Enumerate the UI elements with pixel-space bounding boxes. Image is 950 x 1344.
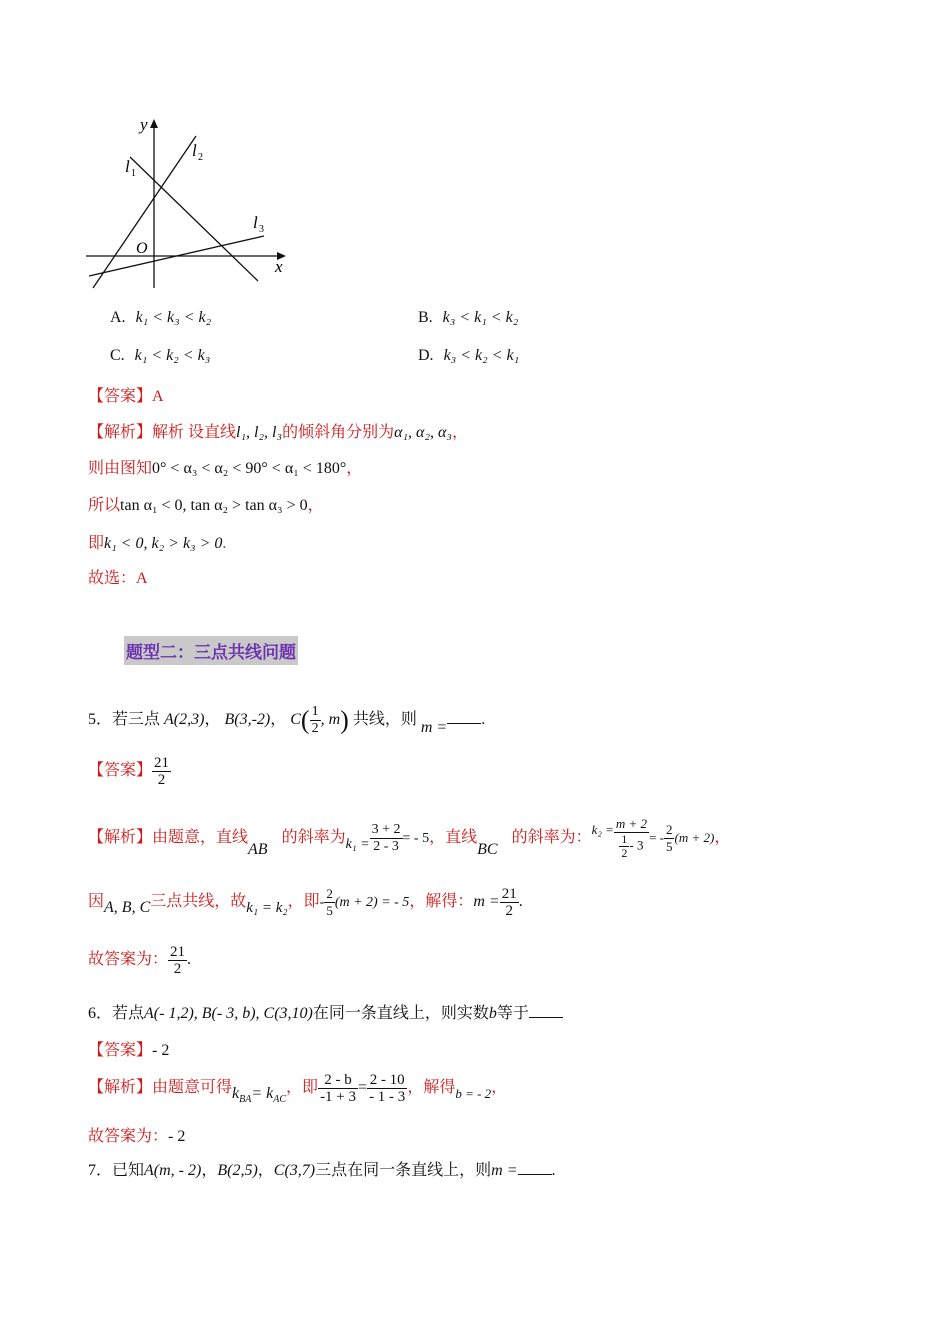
option-c (110, 347, 210, 365)
q4-line2-comma: ， (346, 460, 363, 477)
q5-eq-num: 2 (326, 885, 333, 901)
q5-eq-tail: (m + 2) = - 5 (334, 895, 410, 910)
q5-k2-frac2 (664, 822, 675, 855)
q5-a4: 的斜率为： (511, 829, 592, 846)
q6-res: b = - 2 (455, 1086, 492, 1101)
q5-k1-val: = - 5 (402, 831, 430, 846)
q4-lines-math: l₁, l₂, l₃ (236, 424, 283, 441)
q5-eq-den: 5 (326, 902, 333, 918)
q4-line3-comma: ， (307, 497, 324, 514)
q5-k2-den-frac (619, 833, 629, 860)
q7-text-b: 三点在同一条直线上，则 (315, 1162, 492, 1179)
option-b-text: k₃ < k₁ < k₂ (442, 309, 519, 326)
q5-k2-eq: k₂ = (591, 822, 614, 837)
line-l2 (93, 136, 196, 288)
q5-b2: 三点共线，故 (150, 893, 247, 910)
section-heading: 题型二：三点共线问题 (124, 636, 298, 665)
q6-final-value: - 2 (168, 1128, 186, 1145)
q5-sep2: ， (270, 711, 287, 728)
q5-answer-num: 21 (154, 755, 170, 771)
q5-b4: ，解得： (409, 893, 474, 910)
q5-sep1: ， (204, 711, 221, 728)
q5-k2-den (614, 833, 649, 860)
q6-answer-label: 【答案】 (88, 1042, 153, 1059)
q5-a2: 的斜率为 (281, 829, 346, 846)
q6-points: A(- 1,2), B(- 3, b), C(3,10) (144, 1005, 313, 1022)
q6-kba-sub: BA (239, 1094, 252, 1106)
q6-frac1 (318, 1072, 358, 1105)
q4-line2-math: 0° < α₃ < α₂ < 90° < α₁ < 180° (152, 460, 347, 477)
q6-b: b (488, 1005, 497, 1022)
q4-angles-math: α₁, α₂, α₃ (394, 424, 452, 441)
q4-line4-math: k₁ < 0, k₂ > k₃ > 0 (104, 535, 223, 552)
q5-b3: ，即 (287, 893, 320, 910)
q4-analysis-line4 (88, 530, 226, 553)
q6-answer (88, 1037, 169, 1060)
q4-analysis-text2: 的倾斜角分别为 (282, 424, 395, 441)
q5-a3: ，直线 (429, 829, 478, 846)
q5-analysis-label: 【解析】 (88, 829, 153, 846)
q4-analysis-line2 (88, 455, 362, 478)
option-c-text: k₁ < k₂ < k₃ (134, 347, 211, 364)
q4-analysis-label: 【解析】 (88, 424, 153, 441)
q5-k1k2: k₁ = k₂ (246, 900, 288, 916)
q5-k1-den: 2 - 3 (373, 838, 399, 854)
q5-k2-den-den: 2 (621, 846, 628, 861)
q6-final (88, 1123, 185, 1146)
q5-paren-close: ) (340, 705, 349, 735)
q5-paren-open: ( (300, 705, 310, 735)
q5-eq-minus: - (319, 895, 325, 910)
q5-k1-frac (370, 822, 403, 855)
q5-m-den: 2 (505, 902, 513, 919)
q5-answer-frac (152, 755, 171, 788)
q5-a5: ， (714, 829, 731, 846)
q6-f-eq: = (358, 1079, 368, 1096)
q5-point-c-frac (310, 704, 321, 737)
q4-analysis-line3 (88, 492, 324, 515)
q5-analysis-line2 (88, 880, 523, 925)
q6-kba-k: k (232, 1085, 240, 1102)
q5-a1: 由题意，直线 (152, 829, 249, 846)
q7-blank (518, 1160, 552, 1175)
q5-final-dot: . (187, 951, 192, 968)
q7-number: 7．已知 (88, 1162, 145, 1179)
q5-final-num: 21 (170, 943, 186, 960)
q5-b5: . (518, 893, 523, 910)
q4-answer-label: 【答案】 (88, 388, 153, 405)
q6-eq: = k (251, 1085, 274, 1102)
q5-k1-eq: k₁ = (345, 837, 370, 852)
option-a-letter: A. (110, 309, 126, 326)
option-c-letter: C. (110, 347, 125, 364)
q4-final: 故选：A (88, 570, 148, 587)
q5-final-den: 2 (173, 960, 182, 977)
q5-point-b: B(3,-2) (224, 711, 271, 728)
q5-k2-den-tail: - 3 (629, 837, 644, 853)
q5-blank (447, 709, 481, 724)
q4-analysis-comma: ， (451, 424, 468, 441)
option-a (110, 309, 211, 327)
q6-a3: ，解得 (407, 1079, 456, 1096)
q6-text-b: 在同一条直线上，则实数 (312, 1005, 489, 1022)
q6-number: 6．若点 (88, 1005, 145, 1022)
q4-analysis-line1 (88, 419, 468, 442)
q4-answer-value: A (152, 388, 164, 405)
q5-analysis-line1 (88, 814, 730, 863)
q6-frac2 (367, 1072, 407, 1105)
q5-k2-den-num: 1 (621, 832, 628, 847)
x-axis-label: x (275, 257, 283, 276)
l3-label: l (253, 213, 258, 232)
q4-line2-text: 则由图知 (88, 460, 153, 477)
q6-a4: ， (491, 1079, 508, 1096)
q6-f2-den: - 1 - 3 (369, 1088, 406, 1105)
q5-k2-tail: (m + 2) (674, 830, 715, 845)
q5-point-a: A(2,3) (164, 711, 205, 728)
option-b-letter: B. (418, 309, 433, 326)
q5-c-m: , m (320, 711, 341, 728)
q5-k2-num: m + 2 (615, 816, 648, 832)
q4-line3-text: 所以 (88, 497, 121, 514)
q5-k1-num: 3 + 2 (371, 821, 401, 837)
origin-label: O (136, 240, 148, 257)
q5-m-num: 21 (501, 885, 517, 902)
q4-line3-math: tan α₁ < 0, tan α₂ > tan α₃ > 0 (120, 497, 308, 514)
q7-point-b: B(2,5) (217, 1162, 258, 1179)
q5-answer-den: 2 (157, 772, 166, 788)
q7-m-eq: m = (491, 1162, 518, 1179)
q6-a2: ，即 (286, 1079, 319, 1096)
y-axis-label: y (140, 115, 148, 134)
q5-period: . (481, 711, 486, 728)
q4-line4-text: 即 (88, 535, 105, 552)
q6-kba (232, 1085, 287, 1106)
q5-m-res: m = (473, 893, 500, 910)
l3-sub: 3 (259, 224, 264, 235)
q5-answer-label: 【答案】 (88, 762, 153, 780)
option-d (418, 347, 519, 365)
q6-kac-sub: AC (273, 1094, 287, 1106)
q7-question (88, 1157, 556, 1180)
q6-f1-den: -1 + 3 (320, 1088, 357, 1105)
q5-k2-frac (614, 816, 649, 860)
l1-sub: 1 (131, 168, 136, 179)
q5-final (88, 938, 191, 982)
q5-k2-mid: = - (649, 830, 664, 845)
q5-question (88, 700, 485, 740)
q5-number: 5．若三点 (88, 711, 161, 728)
q5-b1: 因 (88, 893, 105, 910)
q5-tail: 共线，则 (352, 711, 417, 728)
option-a-text: k₁ < k₃ < k₂ (135, 309, 212, 326)
q5-point-c-name: C (290, 711, 301, 728)
option-d-letter: D. (418, 347, 434, 364)
q5-c-den: 2 (311, 720, 319, 736)
q5-eq-frac (324, 886, 335, 919)
q5-bc: BC (477, 841, 498, 858)
q6-a1: 由题意可得 (152, 1079, 233, 1096)
q5-ab: AB (248, 841, 268, 858)
q5-answer (88, 755, 171, 788)
q7-sep1: ， (201, 1162, 218, 1179)
q4-line4-dot: . (222, 535, 227, 552)
q5-final-label: 故答案为： (88, 951, 169, 968)
q4-answer (88, 383, 164, 406)
l2-sub: 2 (198, 152, 203, 163)
option-b (418, 309, 518, 327)
q6-analysis-label: 【解析】 (88, 1079, 153, 1096)
q5-abc: A, B, C (104, 899, 151, 916)
q7-sep2: ， (257, 1162, 274, 1179)
q7-period: . (551, 1162, 556, 1179)
q5-c-num: 1 (311, 703, 319, 719)
q6-f1-num: 2 - b (318, 1072, 358, 1089)
option-d-text: k₃ < k₂ < k₁ (443, 347, 520, 364)
q5-k2-frac2-den: 5 (665, 838, 673, 854)
q6-answer-value: - 2 (152, 1042, 170, 1059)
q6-text-c: 等于 (496, 1005, 529, 1022)
q5-final-frac (168, 944, 187, 977)
q6-final-label: 故答案为： (88, 1128, 169, 1145)
q6-question (88, 1000, 563, 1023)
q5-m-frac (500, 886, 519, 919)
q7-point-a: A(m, - 2) (144, 1162, 202, 1179)
q6-f2-num: 2 - 10 (367, 1072, 407, 1089)
l2-label: l (192, 141, 197, 160)
q4-analysis-text: 解析 设直线 (152, 424, 237, 441)
q6-blank (529, 1003, 563, 1018)
lines-figure (80, 110, 300, 295)
q5-k2-frac2-num: 2 (665, 821, 673, 837)
q5-m-eq: m = (420, 719, 448, 736)
q6-analysis (88, 1066, 507, 1116)
q7-point-c: C(3,7) (273, 1162, 316, 1179)
y-axis-arrow (150, 119, 158, 128)
l1-label: l (125, 157, 130, 176)
